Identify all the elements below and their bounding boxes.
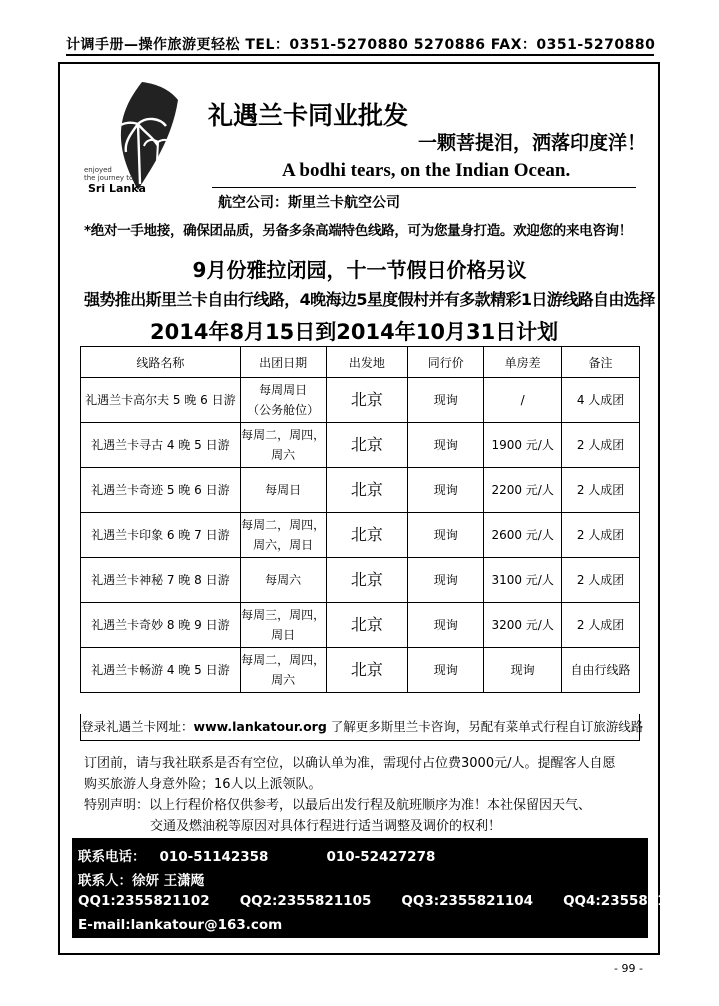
table-header-row xyxy=(81,347,640,378)
routes-table xyxy=(80,346,640,693)
airline-line: 航空公司：斯里兰卡航空公司 xyxy=(218,195,400,211)
note-line: 特别声明：以上行程价格仅供参考，以最后出发行程及航班顺序为准！本社保留因天气、 xyxy=(84,798,592,813)
divider xyxy=(212,187,636,188)
col-header-note: 备注 xyxy=(562,347,640,378)
peer-price: 现询 xyxy=(408,378,484,423)
remark: 自由行线路 xyxy=(562,648,640,693)
table-row xyxy=(81,648,640,693)
remark: 4 人成团 xyxy=(562,378,640,423)
website-suffix: 了解更多斯里兰卡咨询，另配有菜单式行程自订旅游线路 xyxy=(326,719,644,734)
remark: 2 人成团 xyxy=(562,423,640,468)
contact-box xyxy=(72,838,695,938)
peer-price: 现询 xyxy=(408,648,484,693)
phone-number-2[interactable]: 010-52427278 xyxy=(326,849,436,865)
table-row xyxy=(81,513,640,558)
departure-date: 每周三，周四， 周日 xyxy=(240,603,326,648)
qq-2[interactable]: QQ2:2355821105 xyxy=(239,893,372,909)
origin-city: 北京 xyxy=(326,513,408,558)
note-line: 交通及燃油税等原因对具体行程进行适当调整及调价的权利！ xyxy=(150,819,502,834)
departure-date: 每周六 xyxy=(240,558,326,603)
promo-text: 强势推出斯里兰卡自由行线路，4晚海边5星度假村并有多款精彩1日游线路自由选择 xyxy=(84,290,655,309)
origin-city: 北京 xyxy=(326,603,408,648)
page-header: 计调手册—操作旅游更轻松 TEL：0351-5270880 5270886 FAX：0351-5270880 xyxy=(66,34,654,56)
slogan-chinese: 一颗菩提泪，洒落印度洋！ xyxy=(418,132,647,154)
plan-period: 2014年8月15日到2014年10月31日计划 xyxy=(150,320,559,344)
booking-notes xyxy=(84,753,615,837)
departure-date: 每周二，周四， 周六 xyxy=(240,648,326,693)
origin-city: 北京 xyxy=(326,423,408,468)
single-supplement: 1900 元/人 xyxy=(484,423,562,468)
route-name: 礼遇兰卡奇迹 5 晚 6 日游 xyxy=(81,468,241,513)
logo-text-2: the journey to xyxy=(84,174,134,182)
contact-email-row xyxy=(78,917,282,933)
route-name: 礼遇兰卡印象 6 晚 7 日游 xyxy=(81,513,241,558)
col-header-route: 线路名称 xyxy=(81,347,241,378)
table-row xyxy=(81,558,640,603)
single-supplement: / xyxy=(484,378,562,423)
table-row xyxy=(81,378,640,423)
peer-price: 现询 xyxy=(408,603,484,648)
peer-price: 现询 xyxy=(408,423,484,468)
qq-4[interactable]: QQ4:2355821095 xyxy=(563,893,695,909)
origin-city: 北京 xyxy=(326,378,408,423)
col-header-single: 单房差 xyxy=(484,347,562,378)
departure-date: 每周二，周四， 周六，周日 xyxy=(240,513,326,558)
route-name: 礼遇兰卡奇妙 8 晚 9 日游 xyxy=(81,603,241,648)
remark: 2 人成团 xyxy=(562,558,640,603)
phone-label: 联系电话： xyxy=(78,849,146,865)
peer-price: 现询 xyxy=(408,468,484,513)
contact-person-row xyxy=(78,869,204,889)
table-row xyxy=(81,468,640,513)
intro-text: *绝对一手地接，确保团品质，另备多条高端特色线路，可为您量身打造。欢迎您的来电咨询！ xyxy=(84,223,632,239)
contact-persons: 徐妍 王潇飏 xyxy=(132,873,205,889)
table-row xyxy=(81,423,640,468)
remark: 2 人成团 xyxy=(562,468,640,513)
single-supplement: 2600 元/人 xyxy=(484,513,562,558)
qq-1[interactable]: QQ1:2355821102 xyxy=(78,893,210,909)
note-line: 购买旅游人身意外险；16人以上派领队。 xyxy=(84,777,322,792)
departure-date: 每周日 xyxy=(240,468,326,513)
col-header-date: 出团日期 xyxy=(240,347,326,378)
logo-text-1: enjoyed xyxy=(84,166,112,174)
single-supplement: 3200 元/人 xyxy=(484,603,562,648)
headline: 9月份雅拉闭园，十一节假日价格另议 xyxy=(192,258,527,282)
note-line: 订团前，请与我社联系是否有空位，以确认单为准，需现付占位费3000元/人。提醒客人自愿 xyxy=(84,756,616,771)
contact-qq-row xyxy=(78,893,695,909)
table-row xyxy=(81,603,640,648)
origin-city: 北京 xyxy=(326,558,408,603)
website-link[interactable]: www.lankatour.org xyxy=(193,719,327,734)
brand-title: 礼遇兰卡同业批发 xyxy=(208,101,409,130)
origin-city: 北京 xyxy=(326,468,408,513)
logo-text-3: Sri Lanka xyxy=(88,182,146,195)
contact-phone-row xyxy=(78,845,435,865)
departure-date: 每周周日 （公务舱位） xyxy=(240,378,326,423)
single-supplement: 2200 元/人 xyxy=(484,468,562,513)
sri-lanka-logo xyxy=(80,80,198,198)
departure-date: 每周二，周四， 周六 xyxy=(240,423,326,468)
origin-city: 北京 xyxy=(326,648,408,693)
peer-price: 现询 xyxy=(408,558,484,603)
website-prefix: 登录礼遇兰卡网址： xyxy=(81,719,194,734)
page-number: - 99 - xyxy=(614,962,643,975)
peer-price: 现询 xyxy=(408,513,484,558)
route-name: 礼遇兰卡寻古 4 晚 5 日游 xyxy=(81,423,241,468)
phone-number-1[interactable]: 010-51142358 xyxy=(159,849,269,865)
single-supplement: 3100 元/人 xyxy=(484,558,562,603)
slogan-english: A bodhi tears, on the Indian Ocean. xyxy=(282,160,571,181)
route-name: 礼遇兰卡神秘 7 晚 8 日游 xyxy=(81,558,241,603)
remark: 2 人成团 xyxy=(562,513,640,558)
person-label: 联系人： xyxy=(78,873,132,889)
remark: 2 人成团 xyxy=(562,603,640,648)
qq-3[interactable]: QQ3:2355821104 xyxy=(401,893,534,909)
email[interactable]: E-mail:lankatour@163.com xyxy=(78,917,283,933)
route-name: 礼遇兰卡畅游 4 晚 5 日游 xyxy=(81,648,241,693)
col-header-origin: 出发地 xyxy=(326,347,408,378)
website-line xyxy=(80,714,644,741)
col-header-price: 同行价 xyxy=(408,347,484,378)
route-name: 礼遇兰卡高尔夫 5 晚 6 日游 xyxy=(81,378,241,423)
single-supplement: 现询 xyxy=(484,648,562,693)
